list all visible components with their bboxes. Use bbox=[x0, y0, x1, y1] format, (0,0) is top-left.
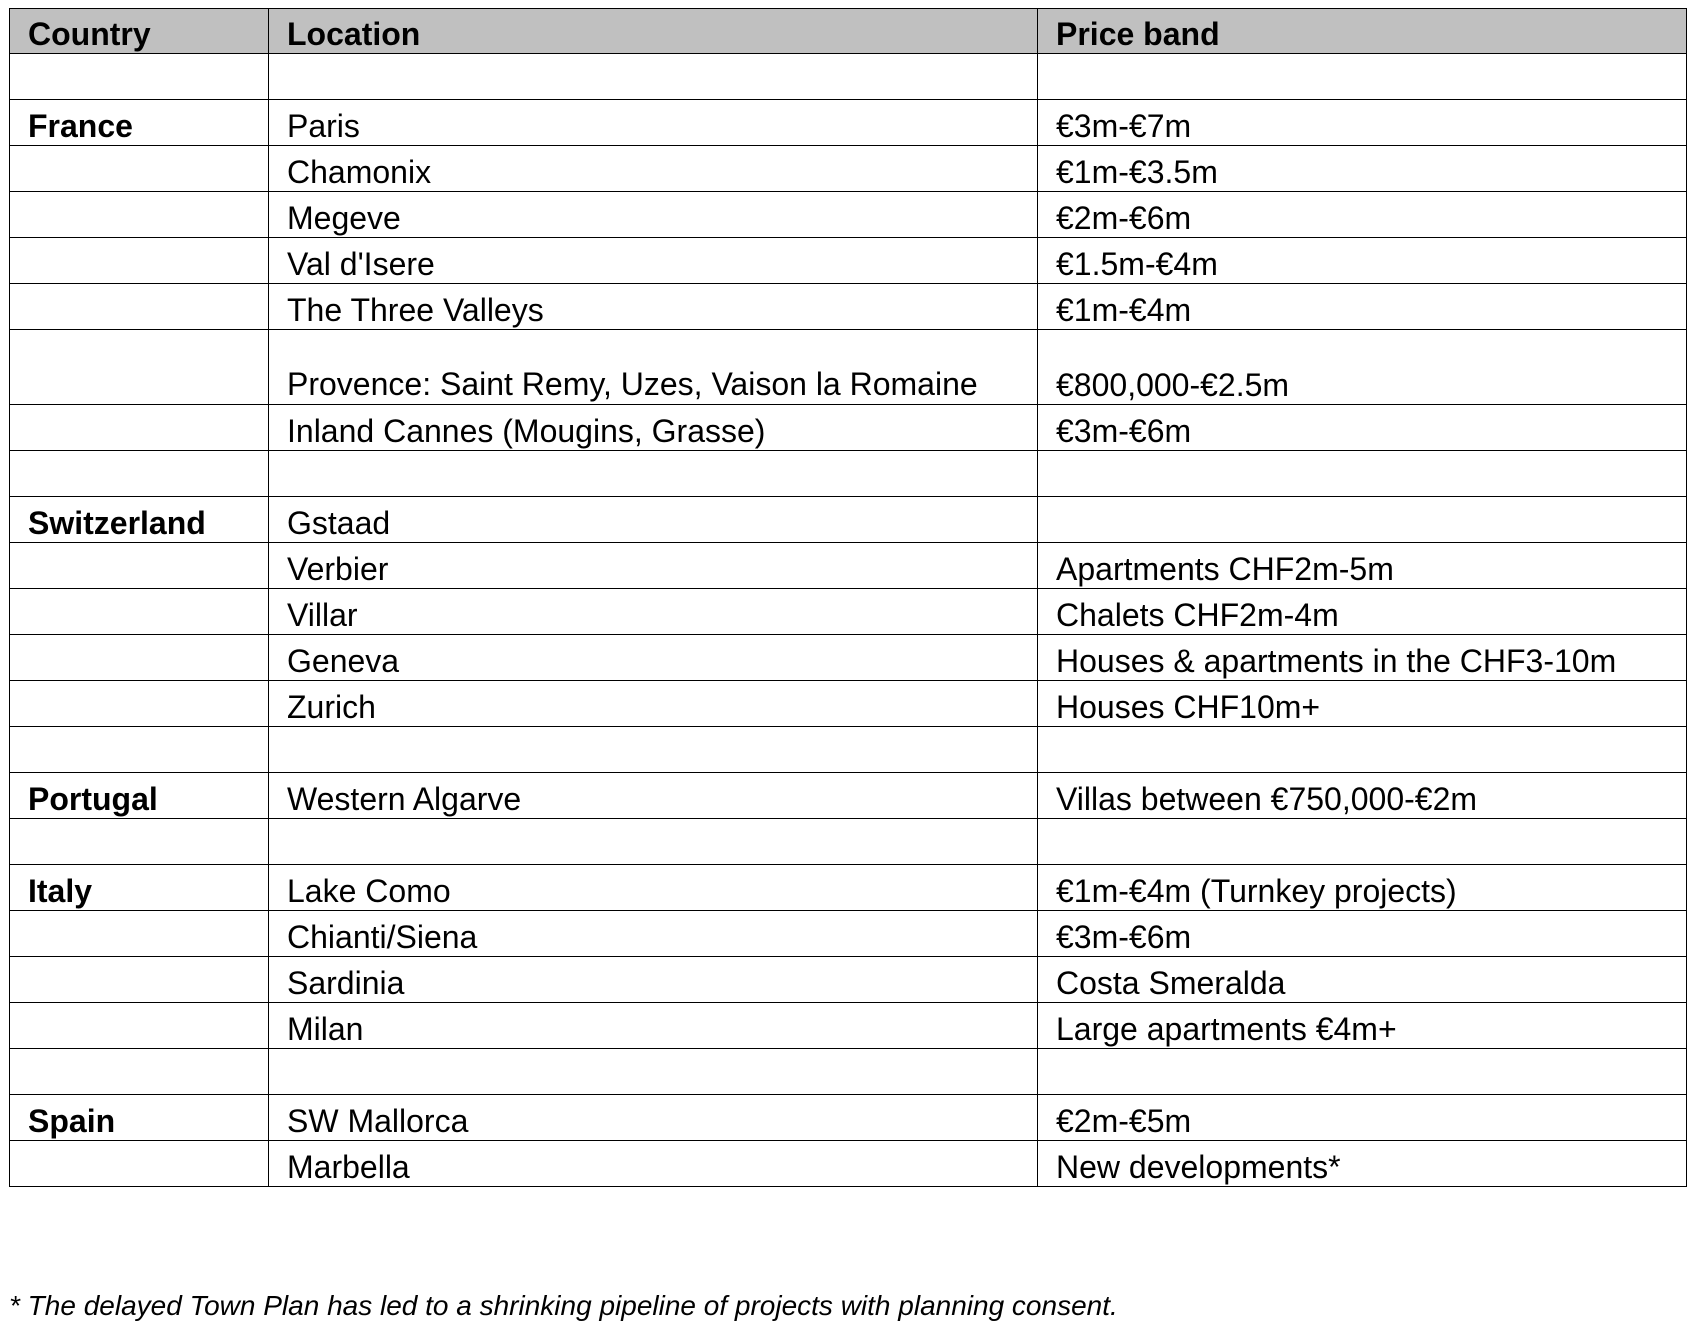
location-cell: Lake Como bbox=[269, 865, 1038, 911]
table-row bbox=[10, 957, 1687, 1003]
price-band-cell: €800,000-€2.5m bbox=[1038, 330, 1687, 405]
price-band-cell: €3m-€6m bbox=[1038, 405, 1687, 451]
price-band-cell: €3m-€6m bbox=[1038, 911, 1687, 957]
price-band-cell bbox=[1038, 497, 1687, 543]
location-cell: The Three Valleys bbox=[269, 284, 1038, 330]
country-cell bbox=[10, 635, 269, 681]
price-band-cell: Houses & apartments in the CHF3-10m bbox=[1038, 635, 1687, 681]
header-row bbox=[10, 9, 1687, 54]
table-row bbox=[10, 192, 1687, 238]
country-cell: Spain bbox=[10, 1095, 269, 1141]
table-row bbox=[10, 405, 1687, 451]
country-cell bbox=[10, 957, 269, 1003]
table-row bbox=[10, 54, 1687, 100]
country-cell: Portugal bbox=[10, 773, 269, 819]
location-cell: Chianti/Siena bbox=[269, 911, 1038, 957]
price-band-cell bbox=[1038, 819, 1687, 865]
location-cell bbox=[269, 54, 1038, 100]
location-cell: Val d'Isere bbox=[269, 238, 1038, 284]
table-body bbox=[10, 54, 1687, 1187]
price-band-cell bbox=[1038, 1049, 1687, 1095]
country-cell bbox=[10, 451, 269, 497]
table-row bbox=[10, 284, 1687, 330]
price-band-cell: €1m-€3.5m bbox=[1038, 146, 1687, 192]
country-cell: Switzerland bbox=[10, 497, 269, 543]
footnote: * The delayed Town Plan has led to a shrinking pipeline of projects with planning consent. bbox=[9, 1290, 1118, 1321]
location-cell: SW Mallorca bbox=[269, 1095, 1038, 1141]
price-band-cell bbox=[1038, 727, 1687, 773]
country-cell bbox=[10, 1049, 269, 1095]
country-cell bbox=[10, 819, 269, 865]
country-cell bbox=[10, 543, 269, 589]
price-band-table bbox=[9, 8, 1687, 1187]
country-cell bbox=[10, 589, 269, 635]
price-band-cell: Houses CHF10m+ bbox=[1038, 681, 1687, 727]
price-band-cell: €2m-€5m bbox=[1038, 1095, 1687, 1141]
price-band-cell: €1m-€4m (Turnkey projects) bbox=[1038, 865, 1687, 911]
country-cell: France bbox=[10, 100, 269, 146]
price-band-cell: Large apartments €4m+ bbox=[1038, 1003, 1687, 1049]
country-cell bbox=[10, 146, 269, 192]
table-row bbox=[10, 238, 1687, 284]
location-cell: Western Algarve bbox=[269, 773, 1038, 819]
table-row bbox=[10, 1003, 1687, 1049]
table-row bbox=[10, 1141, 1687, 1187]
table-row bbox=[10, 100, 1687, 146]
country-cell bbox=[10, 1141, 269, 1187]
location-cell bbox=[269, 819, 1038, 865]
location-cell: Verbier bbox=[269, 543, 1038, 589]
table-row bbox=[10, 819, 1687, 865]
table-row bbox=[10, 1049, 1687, 1095]
location-cell bbox=[269, 451, 1038, 497]
price-band-cell bbox=[1038, 451, 1687, 497]
country-cell bbox=[10, 284, 269, 330]
table-row bbox=[10, 727, 1687, 773]
table-row bbox=[10, 543, 1687, 589]
location-cell bbox=[269, 1049, 1038, 1095]
location-cell: Geneva bbox=[269, 635, 1038, 681]
price-band-cell: €2m-€6m bbox=[1038, 192, 1687, 238]
table-row bbox=[10, 681, 1687, 727]
location-cell: Chamonix bbox=[269, 146, 1038, 192]
table-row bbox=[10, 865, 1687, 911]
price-band-cell: €1.5m-€4m bbox=[1038, 238, 1687, 284]
header-price-band: Price band bbox=[1038, 9, 1687, 54]
country-cell bbox=[10, 192, 269, 238]
country-cell bbox=[10, 681, 269, 727]
table-row bbox=[10, 1095, 1687, 1141]
country-cell bbox=[10, 54, 269, 100]
table-row bbox=[10, 589, 1687, 635]
price-band-cell: Chalets CHF2m-4m bbox=[1038, 589, 1687, 635]
location-cell: Inland Cannes (Mougins, Grasse) bbox=[269, 405, 1038, 451]
header-location: Location bbox=[269, 9, 1038, 54]
price-band-cell: €3m-€7m bbox=[1038, 100, 1687, 146]
location-cell: Megeve bbox=[269, 192, 1038, 238]
location-cell: Marbella bbox=[269, 1141, 1038, 1187]
price-band-cell: €1m-€4m bbox=[1038, 284, 1687, 330]
country-cell bbox=[10, 330, 269, 405]
table-header bbox=[10, 9, 1687, 54]
country-cell: Italy bbox=[10, 865, 269, 911]
table-row bbox=[10, 911, 1687, 957]
location-cell: Provence: Saint Remy, Uzes, Vaison la Romaine bbox=[269, 330, 1038, 405]
country-cell bbox=[10, 1003, 269, 1049]
country-cell bbox=[10, 911, 269, 957]
location-cell: Villar bbox=[269, 589, 1038, 635]
country-cell bbox=[10, 727, 269, 773]
location-cell: Gstaad bbox=[269, 497, 1038, 543]
table-row bbox=[10, 773, 1687, 819]
country-cell bbox=[10, 405, 269, 451]
price-band-cell: Costa Smeralda bbox=[1038, 957, 1687, 1003]
location-cell: Sardinia bbox=[269, 957, 1038, 1003]
table-row bbox=[10, 451, 1687, 497]
country-cell bbox=[10, 238, 269, 284]
location-cell: Zurich bbox=[269, 681, 1038, 727]
price-band-cell: Villas between €750,000-€2m bbox=[1038, 773, 1687, 819]
price-band-cell bbox=[1038, 54, 1687, 100]
table-row bbox=[10, 497, 1687, 543]
location-cell bbox=[269, 727, 1038, 773]
header-country: Country bbox=[10, 9, 269, 54]
location-cell: Milan bbox=[269, 1003, 1038, 1049]
price-band-cell: New developments* bbox=[1038, 1141, 1687, 1187]
price-band-cell: Apartments CHF2m-5m bbox=[1038, 543, 1687, 589]
table-row bbox=[10, 635, 1687, 681]
table-row bbox=[10, 330, 1687, 405]
table-row bbox=[10, 146, 1687, 192]
location-cell: Paris bbox=[269, 100, 1038, 146]
